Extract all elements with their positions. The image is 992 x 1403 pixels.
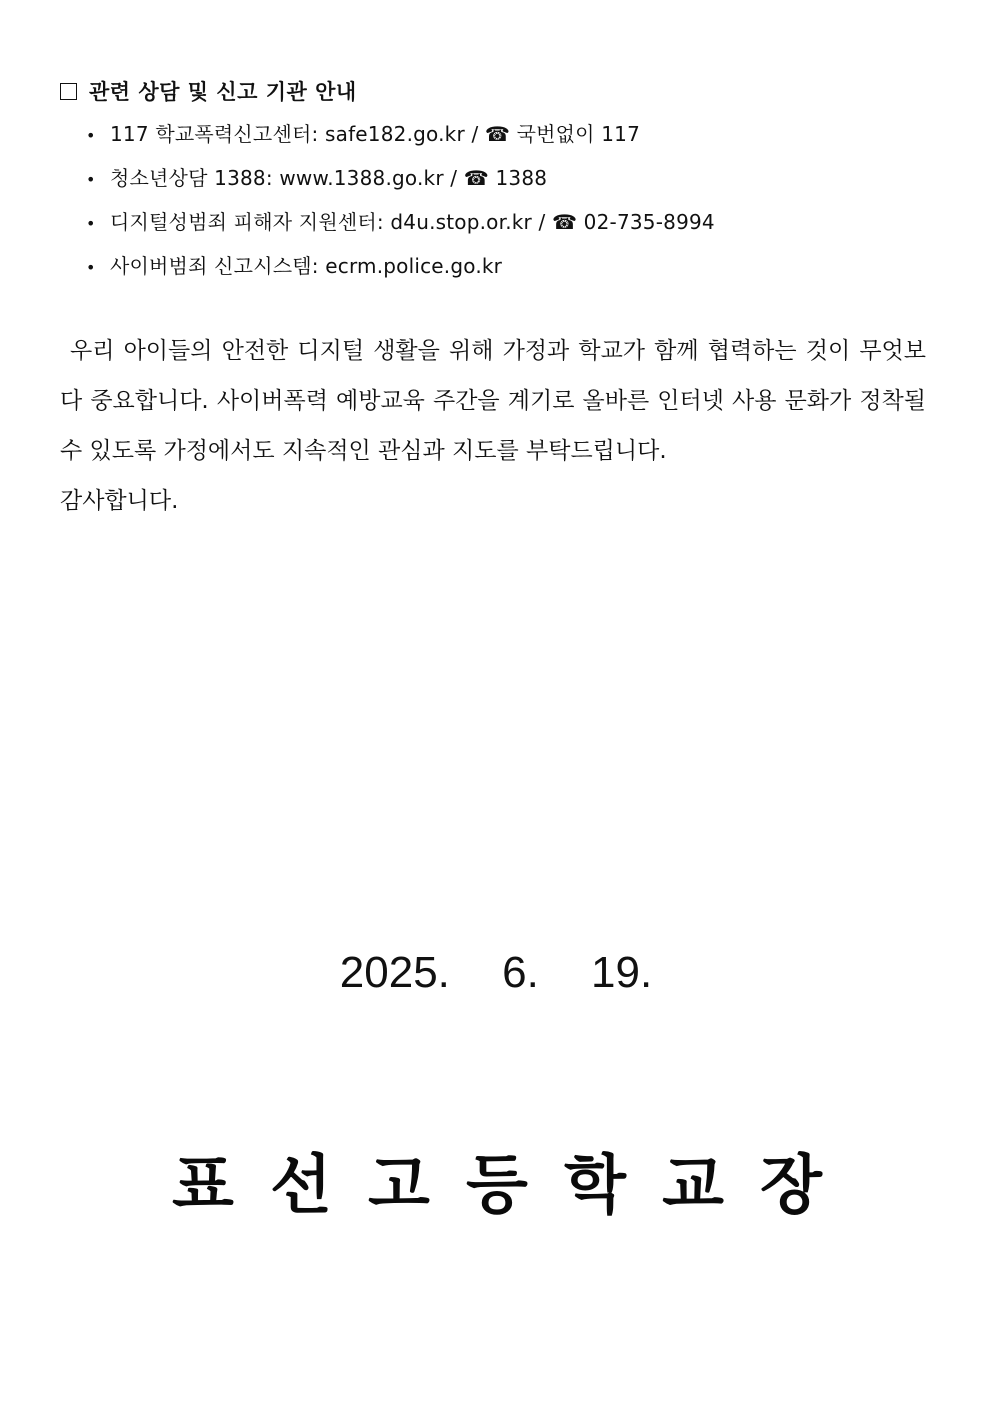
contact-text: 117 학교폭력신고센터: safe182.go.kr / ☎ 국번없이 117 [110, 122, 641, 146]
section-title: 관련 상담 및 신고 기관 안내 [89, 80, 357, 104]
principal-signature [172, 1134, 822, 1226]
signature-char: 고 [368, 1148, 430, 1223]
signature-char: 장 [760, 1148, 822, 1223]
signature-char: 선 [270, 1148, 332, 1223]
section-heading [60, 76, 357, 106]
letter-body [60, 326, 926, 526]
checkbox-square-icon [60, 83, 77, 100]
list-item [80, 250, 715, 294]
contact-list [80, 118, 715, 294]
signature-char: 교 [662, 1148, 724, 1223]
list-item [80, 206, 715, 250]
bullet-icon: • [86, 170, 96, 189]
list-item [80, 118, 715, 162]
closing-text: 감사합니다. [60, 488, 179, 514]
issue-date: 2025. 6. 19. [339, 948, 653, 997]
signature-char: 등 [466, 1148, 528, 1223]
signature-char: 학 [564, 1148, 626, 1223]
bullet-icon: • [86, 258, 96, 277]
bullet-icon: • [86, 126, 96, 145]
list-item [80, 162, 715, 206]
signature-char: 표 [172, 1148, 234, 1223]
contact-text: 청소년상담 1388: www.1388.go.kr / ☎ 1388 [110, 166, 548, 190]
contact-text: 사이버범죄 신고시스템: ecrm.police.go.kr [110, 254, 503, 278]
bullet-icon: • [86, 214, 96, 233]
body-paragraph: 우리 아이들의 안전한 디지털 생활을 위해 가정과 학교가 함께 협력하는 것이 무엇보다 중요합니다. 사이버폭력 예방교육 주간을 계기로 올바른 인터넷 사용 문화가 정착될 수 있도록 가정에서도 지속적인 관심과 지도를 부탁드립니다. [60, 338, 926, 464]
contact-text: 디지털성범죄 피해자 지원센터: d4u.stop.or.kr / ☎ 02-735-8994 [110, 210, 715, 234]
